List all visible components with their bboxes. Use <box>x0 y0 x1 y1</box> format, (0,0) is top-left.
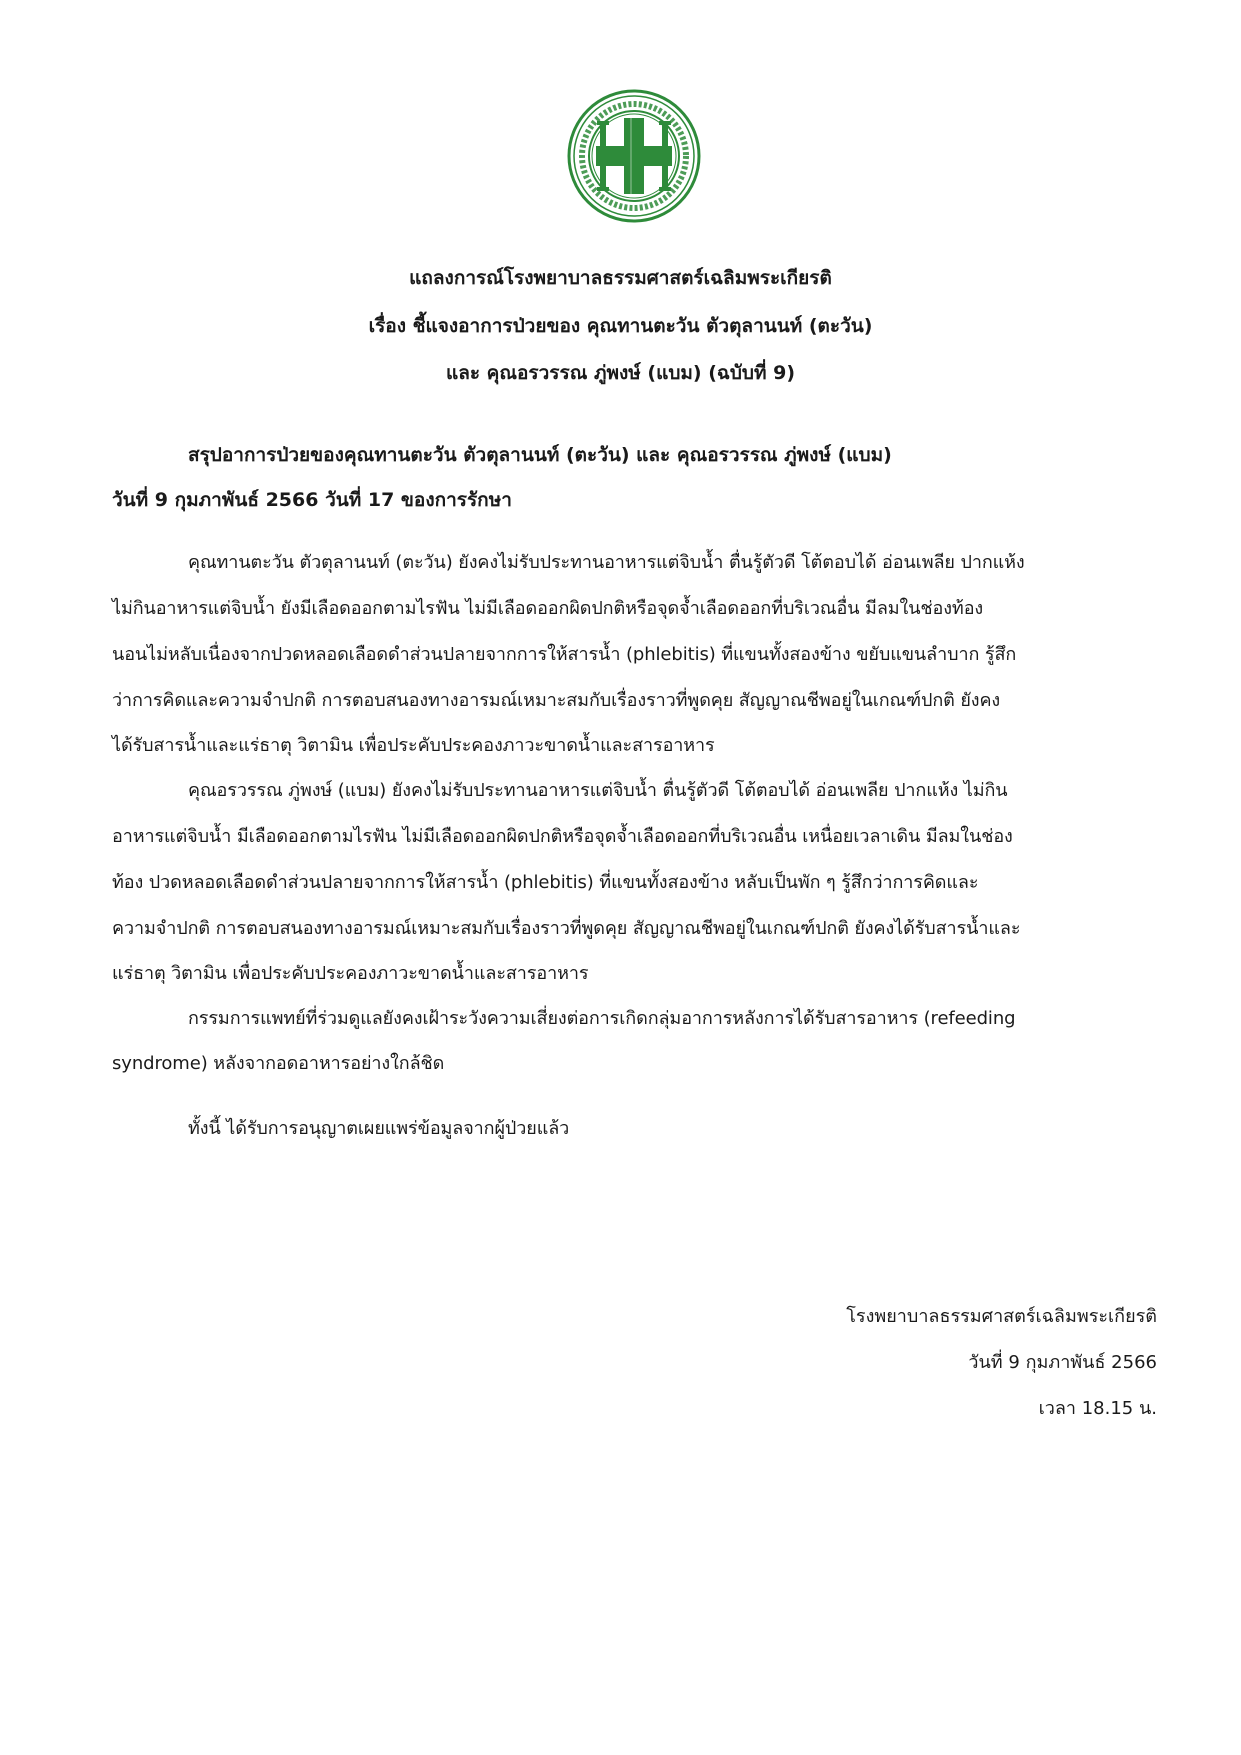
hospital-seal-logo <box>566 88 702 224</box>
paragraph-3-line: กรรมการแพทย์ที่ร่วมดูแลยังคงเฝ้าระวังความเสี่ยงต่อการเกิดกลุ่มอาการหลังการได้รับสารอาหาร (refeeding <box>188 1008 1016 1029</box>
paragraph-2-line: คุณอรวรรณ ภู่พงษ์ (แบม) ยังคงไม่รับประทานอาหารแต่จิบน้ำ ตื่นรู้ตัวดี โต้ตอบได้ อ่อนเพลีย ปากแห้ง ไม่กิน <box>188 780 1008 801</box>
summary-title: สรุปอาการป่วยของคุณทานตะวัน ตัวตุลานนท์ (ตะวัน) และ คุณอรวรรณ ภู่พงษ์ (แบม) <box>188 444 892 466</box>
paragraph-1-line: ว่าการคิดและความจำปกติ การตอบสนองทางอารมณ์เหมาะสมกับเรื่องราวที่พูดคุย สัญญาณชีพอยู่ในเกณฑ์ปกติ ยังคง <box>112 690 1001 711</box>
paragraph-3-line: syndrome) หลังจากอดอาหารอย่างใกล้ชิด <box>112 1053 445 1074</box>
statement-subject: เรื่อง ชี้แจงอาการป่วยของ คุณทานตะวัน ตัวตุลานนท์ (ตะวัน) <box>368 315 873 337</box>
paragraph-2-line: แร่ธาตุ วิตามิน เพื่อประคับประคองภาวะขาดน้ำและสารอาหาร <box>112 963 589 984</box>
signature-organization: โรงพยาบาลธรรมศาสตร์เฉลิมพระเกียรติ <box>846 1306 1157 1327</box>
paragraph-2-line: อาหารแต่จิบน้ำ มีเลือดออกตามไรฟัน ไม่มีเลือดออกผิดปกติหรือจุดจ้ำเลือดออกที่บริเวณอื่น เหนื่อยเวลาเดิน มีลมในช่อง <box>112 826 1013 847</box>
statement-subject-continued: และ คุณอรวรรณ ภู่พงษ์ (แบม) (ฉบับที่ 9) <box>445 362 796 384</box>
signature-time: เวลา 18.15 น. <box>1038 1398 1157 1419</box>
paragraph-1-line: ได้รับสารน้ำและแร่ธาตุ วิตามิน เพื่อประคับประคองภาวะขาดน้ำและสารอาหาร <box>112 735 715 756</box>
paragraph-2-line: ท้อง ปวดหลอดเลือดดำส่วนปลายจากการให้สารน้ำ (phlebitis) ที่แขนทั้งสองข้าง หลับเป็นพัก ๆ รู้สึกว่าการคิดและ <box>112 872 979 893</box>
consent-note: ทั้งนี้ ได้รับการอนุญาตเผยแพร่ข้อมูลจากผู้ป่วยแล้ว <box>188 1118 570 1139</box>
paragraph-1-line: ไม่กินอาหารแต่จิบน้ำ ยังมีเลือดออกตามไรฟัน ไม่มีเลือดออกผิดปกติหรือจุดจ้ำเลือดออกที่บริเวณอื่น มีลมในช่องท้อง <box>112 598 984 619</box>
paragraph-1-line: นอนไม่หลับเนื่องจากปวดหลอดเลือดดำส่วนปลายจากการให้สารน้ำ (phlebitis) ที่แขนทั้งสองข้าง ขยับแขนลำบาก รู้สึก <box>112 644 1017 665</box>
paragraph-1-line: คุณทานตะวัน ตัวตุลานนท์ (ตะวัน) ยังคงไม่รับประทานอาหารแต่จิบน้ำ ตื่นรู้ตัวดี โต้ตอบได้ อ่อนเพลีย ปากแห้ง <box>188 552 1025 573</box>
paragraph-2-line: ความจำปกติ การตอบสนองทางอารมณ์เหมาะสมกับเรื่องราวที่พูดคุย สัญญาณชีพอยู่ในเกณฑ์ปกติ ยังคงได้รับสารน้ำและ <box>112 918 1021 939</box>
summary-date: วันที่ 9 กุมภาพันธ์ 2566 วันที่ 17 ของการรักษา <box>112 489 512 511</box>
statement-title: แถลงการณ์โรงพยาบาลธรรมศาสตร์เฉลิมพระเกียรติ <box>409 267 832 289</box>
signature-date: วันที่ 9 กุมภาพันธ์ 2566 <box>968 1352 1157 1373</box>
